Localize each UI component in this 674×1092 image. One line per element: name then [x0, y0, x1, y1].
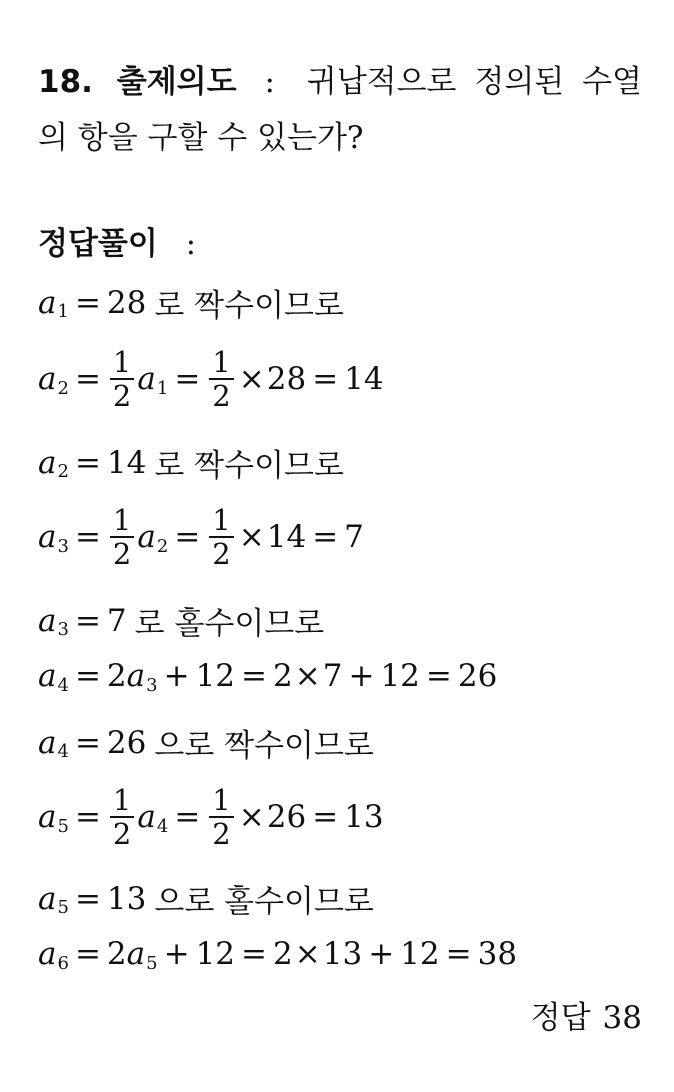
intent-label: 출제의도: [116, 64, 237, 100]
plus-sign: +: [368, 936, 395, 972]
term-variable: a: [137, 361, 156, 397]
term-index: 3: [57, 619, 69, 640]
plus-sign: +: [163, 658, 190, 694]
denominator: 2: [110, 536, 134, 570]
term-value: 26: [106, 724, 147, 761]
numerator: 1: [212, 503, 231, 537]
denominator: 2: [209, 816, 233, 850]
solution-colon: :: [185, 226, 197, 262]
equals-sign: =: [74, 444, 101, 481]
solution-step: [38, 936, 517, 972]
solution-heading: [38, 224, 210, 264]
term-variable: a: [38, 724, 57, 761]
term-result: 14: [344, 361, 384, 397]
term-value: 13: [106, 880, 147, 917]
intent-heading: [38, 62, 289, 102]
term-index: 4: [156, 815, 169, 837]
solution-step: [38, 784, 384, 850]
term-index: 4: [57, 674, 69, 696]
fraction: [110, 346, 134, 412]
denominator: 2: [110, 816, 134, 850]
addend: 12: [380, 658, 420, 694]
equals-sign: =: [174, 799, 201, 835]
previous-term: 7: [322, 658, 343, 694]
equals-sign: =: [74, 284, 101, 321]
denominator: 2: [209, 536, 233, 570]
term-index: 5: [57, 815, 69, 837]
fraction: [110, 504, 134, 570]
term-index: 1: [156, 377, 169, 399]
multiplier: 28: [266, 361, 307, 397]
intent-colon: :: [264, 64, 275, 100]
term-result: 38: [477, 936, 518, 972]
numerator: 1: [212, 783, 231, 817]
term-index: 3: [57, 535, 69, 557]
problem-intent: [38, 62, 642, 158]
problem-number: 18.: [38, 64, 93, 100]
equals-sign: =: [74, 602, 101, 639]
solution-step: [38, 720, 374, 765]
fraction: [209, 504, 233, 570]
term-variable: a: [137, 519, 156, 555]
term-variable: a: [38, 602, 57, 639]
times-sign: ×: [294, 658, 321, 694]
term-result: 26: [457, 658, 498, 694]
numerator: 1: [212, 345, 231, 379]
equals-sign: =: [74, 361, 101, 397]
intent-word: 귀납적으로: [306, 64, 457, 100]
parity-note: 으로 짝수이므로: [154, 728, 374, 764]
addend: 12: [400, 936, 440, 972]
equals-sign: =: [312, 799, 339, 835]
final-answer: [531, 998, 642, 1038]
numerator: 1: [112, 783, 132, 817]
coefficient: 2: [273, 936, 293, 972]
denominator: 2: [110, 378, 134, 412]
coefficient: 2: [273, 658, 293, 694]
equals-sign: =: [74, 936, 101, 972]
equals-sign: =: [74, 799, 101, 835]
equals-sign: =: [241, 658, 268, 694]
times-sign: ×: [238, 799, 265, 835]
plus-sign: +: [348, 658, 375, 694]
answer-value: 38: [602, 1000, 642, 1036]
term-variable: a: [38, 284, 57, 321]
term-variable: a: [126, 658, 146, 694]
term-index: 1: [57, 301, 69, 322]
equals-sign: =: [312, 361, 339, 397]
term-result: 7: [344, 519, 364, 555]
equals-sign: =: [74, 724, 101, 761]
term-index: 3: [146, 674, 158, 696]
parity-note: 로 짝수이므로: [154, 448, 344, 484]
solution-step: [38, 280, 344, 325]
previous-term: 13: [322, 936, 363, 972]
fraction: [209, 784, 233, 850]
denominator: 2: [209, 378, 233, 412]
term-index: 5: [57, 897, 69, 918]
equals-sign: =: [174, 519, 201, 555]
term-index: 6: [57, 952, 69, 974]
solution-step: [38, 658, 497, 694]
term-variable: a: [38, 361, 57, 397]
times-sign: ×: [238, 519, 265, 555]
solution-step: [38, 598, 324, 643]
term-index: 2: [57, 461, 69, 482]
equals-sign: =: [312, 519, 339, 555]
term-value: 14: [106, 444, 147, 481]
coefficient: 2: [106, 936, 127, 972]
term-variable: a: [38, 880, 57, 917]
term-value: 28: [106, 284, 147, 321]
intent-word: 수열: [582, 64, 642, 100]
term-index: 2: [57, 377, 69, 399]
solution-step: [38, 346, 384, 412]
parity-note: 로 홀수이므로: [134, 606, 325, 642]
intent-line-2: 의 항을 구할 수 있는가?: [38, 120, 364, 156]
equals-sign: =: [445, 936, 472, 972]
numerator: 1: [112, 503, 132, 537]
answer-label: 정답: [530, 1000, 591, 1036]
term-result: 13: [344, 799, 384, 835]
fraction: [209, 346, 233, 412]
numerator: 1: [112, 345, 132, 379]
multiplier: 26: [266, 799, 307, 835]
solution-step: [38, 876, 374, 921]
addend: 12: [195, 936, 236, 972]
addend: 12: [195, 658, 236, 694]
times-sign: ×: [238, 361, 265, 397]
coefficient: 2: [106, 658, 127, 694]
equals-sign: =: [74, 880, 101, 917]
equals-sign: =: [174, 361, 201, 397]
term-index: 5: [146, 952, 158, 974]
multiplier: 14: [266, 519, 307, 555]
term-variable: a: [38, 519, 57, 555]
intent-line-1: [38, 62, 642, 102]
intent-word: 정의된: [474, 64, 565, 100]
term-variable: a: [137, 799, 156, 835]
solution-step: [38, 440, 344, 485]
parity-note: 으로 홀수이므로: [154, 884, 374, 920]
equals-sign: =: [74, 519, 101, 555]
solution-step: [38, 504, 364, 570]
solution-label: 정답풀이: [38, 226, 158, 262]
term-value: 7: [106, 602, 127, 639]
term-index: 4: [57, 741, 69, 762]
term-variable: a: [38, 658, 57, 694]
parity-note: 로 짝수이므로: [154, 288, 344, 324]
term-variable: a: [126, 936, 146, 972]
plus-sign: +: [163, 936, 190, 972]
fraction: [110, 784, 134, 850]
times-sign: ×: [294, 936, 321, 972]
equals-sign: =: [425, 658, 452, 694]
equals-sign: =: [74, 658, 101, 694]
term-index: 2: [156, 535, 169, 557]
term-variable: a: [38, 444, 57, 481]
equals-sign: =: [241, 936, 268, 972]
term-variable: a: [38, 936, 57, 972]
term-variable: a: [38, 799, 57, 835]
